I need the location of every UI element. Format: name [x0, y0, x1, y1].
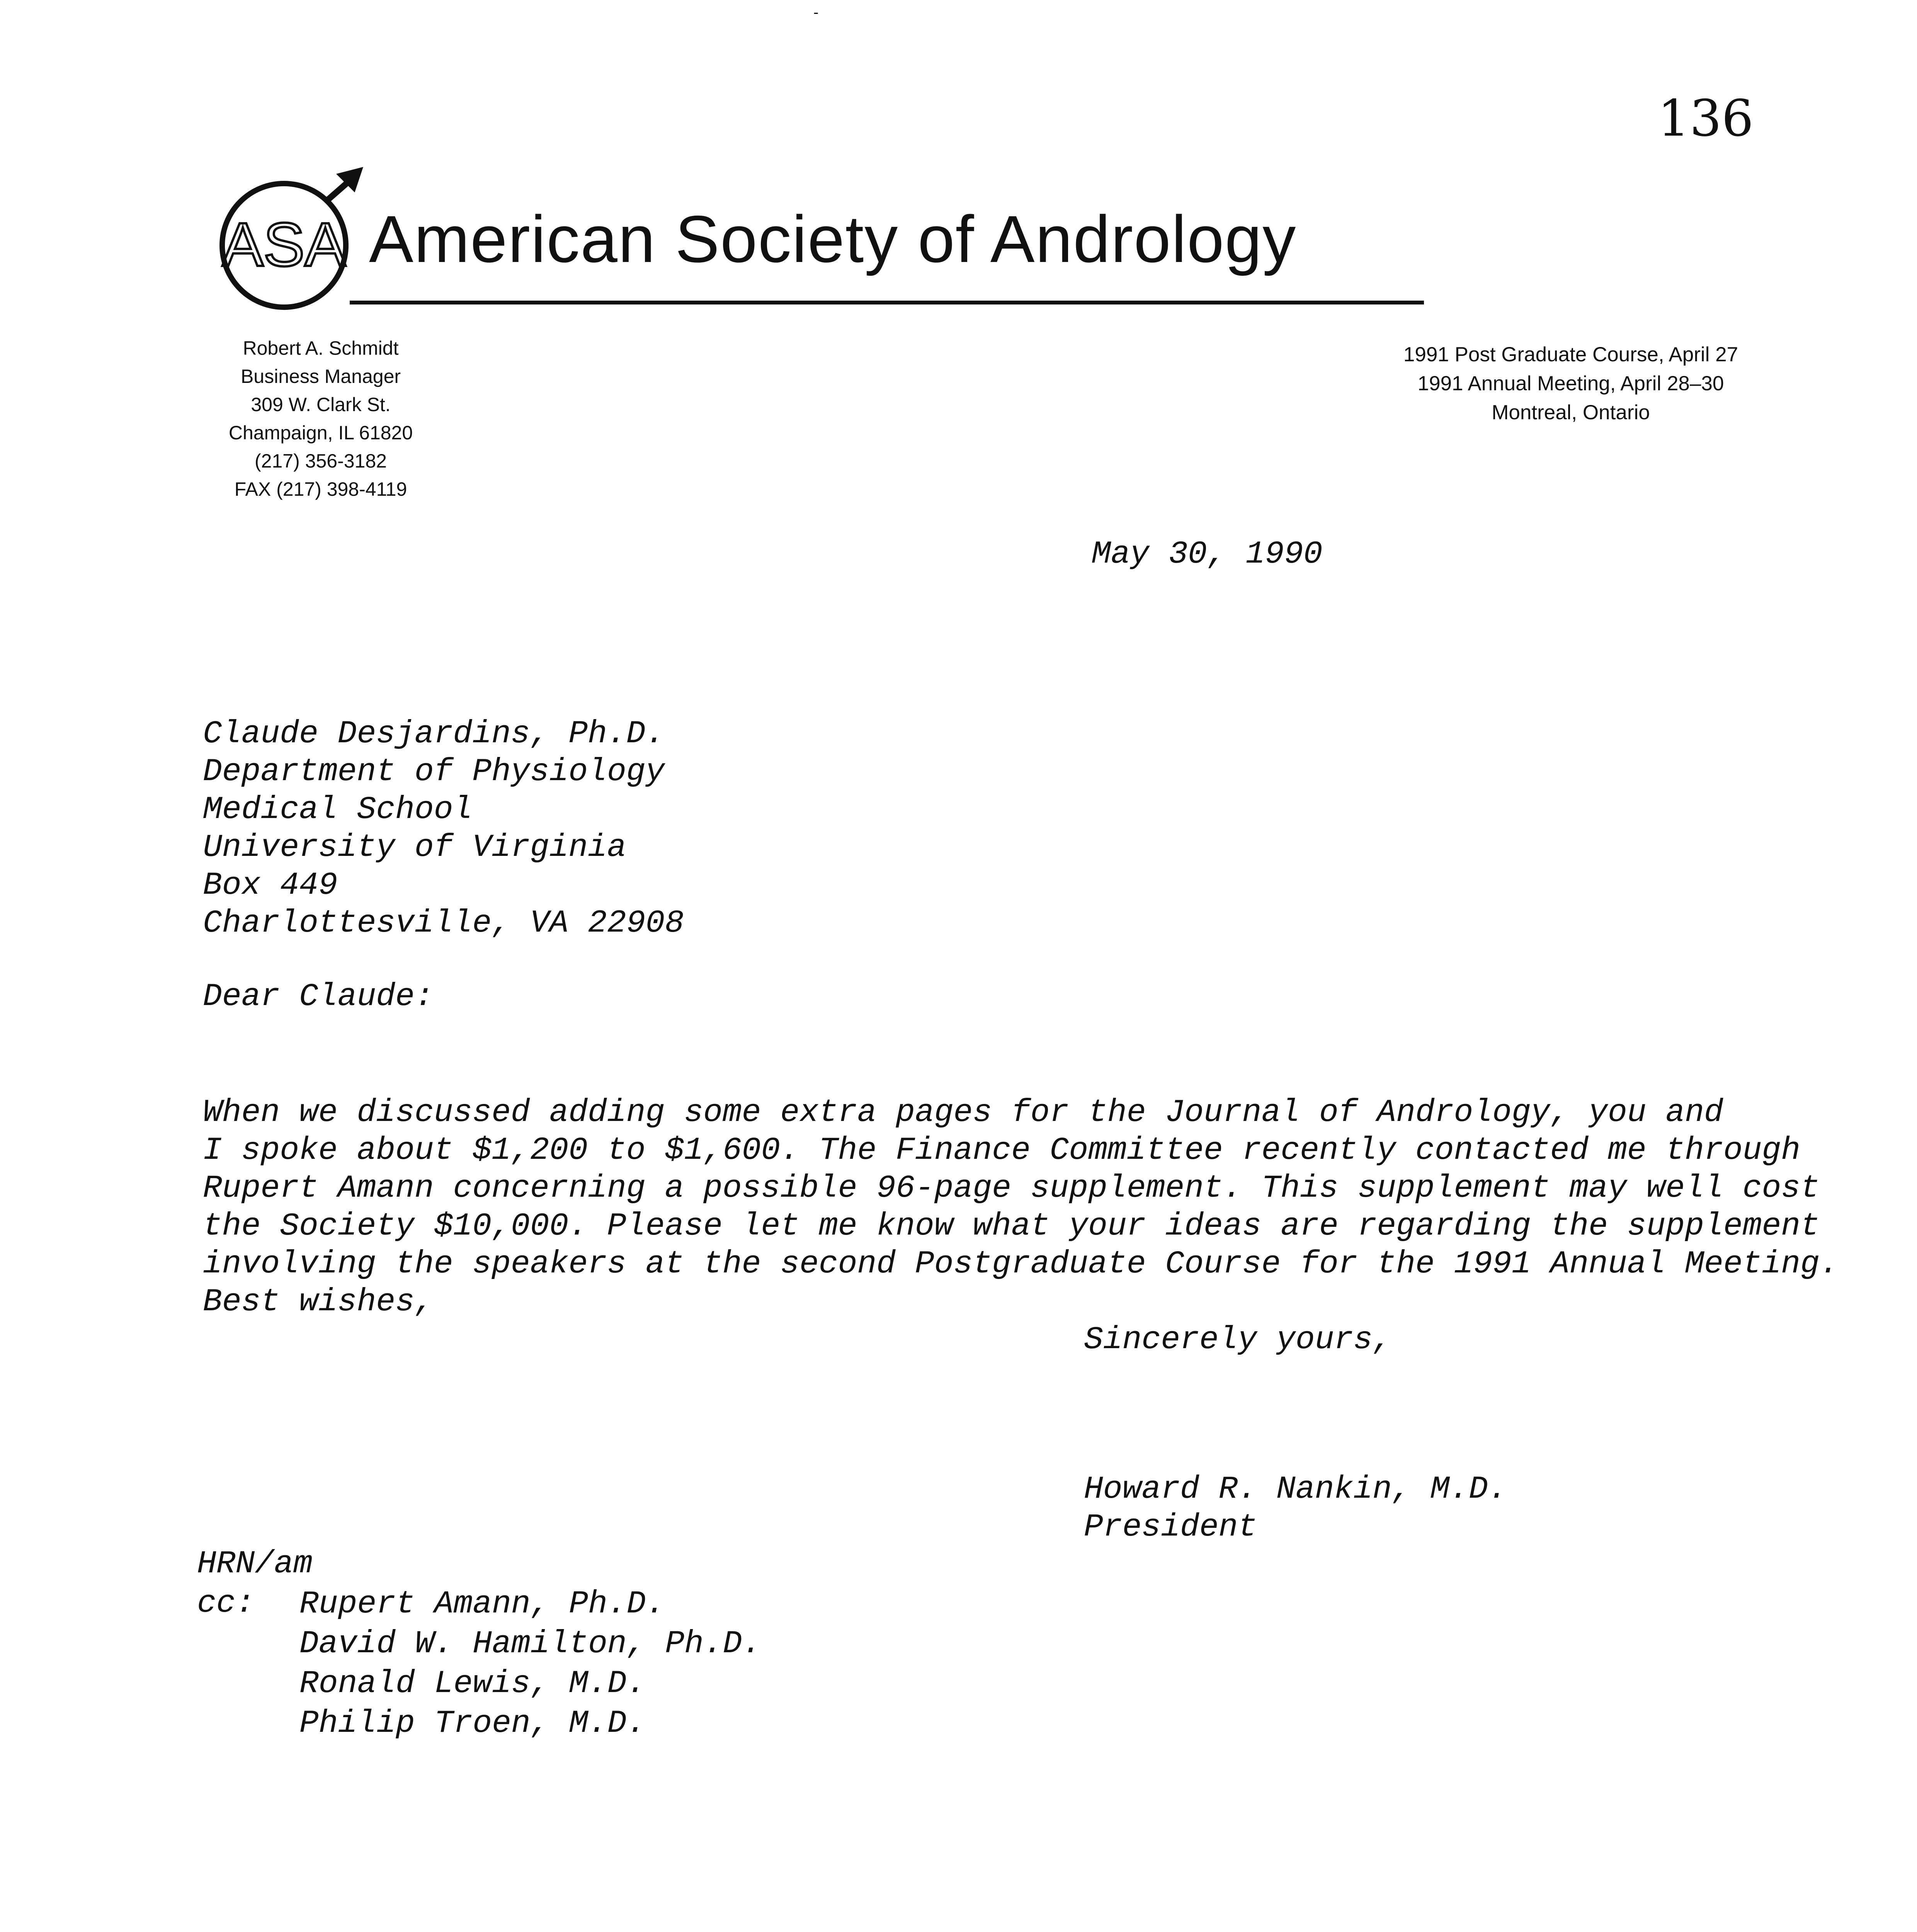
sender-line: 309 W. Clark St. — [251, 394, 391, 415]
signature-block — [1084, 1470, 1507, 1546]
meeting-line: 1991 Post Graduate Course, April 27 — [1403, 343, 1738, 366]
cc-list — [299, 1584, 761, 1743]
cc-recipient: Rupert Amann, Ph.D. — [299, 1586, 665, 1622]
recipient-address — [203, 715, 684, 942]
signer-name: Howard R. Nankin, M.D. — [1084, 1471, 1507, 1507]
sender-line: Business Manager — [240, 366, 401, 387]
cc-recipient: Ronald Lewis, M.D. — [299, 1665, 646, 1702]
meeting-info-block — [1329, 340, 1812, 427]
sender-line: (217) 356-3182 — [255, 450, 387, 472]
cc-recipient: David W. Hamilton, Ph.D. — [299, 1626, 762, 1662]
cc-label: cc: — [197, 1585, 255, 1621]
recipient-line: Box 449 — [203, 867, 338, 903]
organization-name: American Society of Andrology — [369, 202, 1297, 276]
asa-logo — [209, 162, 367, 317]
recipient-line: Department of Physiology — [203, 753, 665, 790]
meeting-line: 1991 Annual Meeting, April 28–30 — [1417, 372, 1724, 395]
sender-address-block — [182, 334, 460, 503]
recipient-line: Medical School — [203, 791, 473, 828]
recipient-line: Claude Desjardins, Ph.D. — [203, 716, 665, 752]
body-line: the Society $10,000. Please let me know what your ideas are regarding the supplement — [203, 1208, 1820, 1244]
meeting-line: Montreal, Ontario — [1492, 401, 1650, 424]
letterhead-rule — [350, 301, 1424, 304]
body-line: I spoke about $1,200 to $1,600. The Finance Committee recently contacted me through — [203, 1132, 1801, 1168]
salutation: Dear Claude: — [203, 978, 434, 1015]
body-line: Best wishes, — [203, 1284, 434, 1320]
handwritten-page-number: 136 — [1658, 89, 1754, 148]
recipient-line: University of Virginia — [203, 829, 626, 866]
body-line: involving the speakers at the second Postgraduate Course for the 1991 Annual Meeting. — [203, 1246, 1839, 1282]
cc-recipient: Philip Troen, M.D. — [299, 1705, 646, 1742]
body-line: When we discussed adding some extra pages for the Journal of Andrology, you and — [203, 1094, 1723, 1131]
closing: Sincerely yours, — [1084, 1321, 1392, 1358]
sender-line: Champaign, IL 61820 — [228, 422, 413, 444]
letter-date: May 30, 1990 — [1092, 536, 1323, 572]
scan-mark: - — [813, 4, 819, 21]
body-line: Rupert Amann concerning a possible 96-page supplement. This supplement may well cost — [203, 1170, 1820, 1206]
letter-body — [203, 1056, 1839, 1359]
signer-title: President — [1084, 1509, 1257, 1545]
recipient-line: Charlottesville, VA 22908 — [203, 905, 684, 941]
asa-logo-text: ASA — [222, 210, 346, 279]
sender-line: FAX (217) 398-4119 — [234, 478, 407, 500]
sender-line: Robert A. Schmidt — [243, 337, 399, 359]
typist-initials: HRN/am — [197, 1546, 313, 1582]
